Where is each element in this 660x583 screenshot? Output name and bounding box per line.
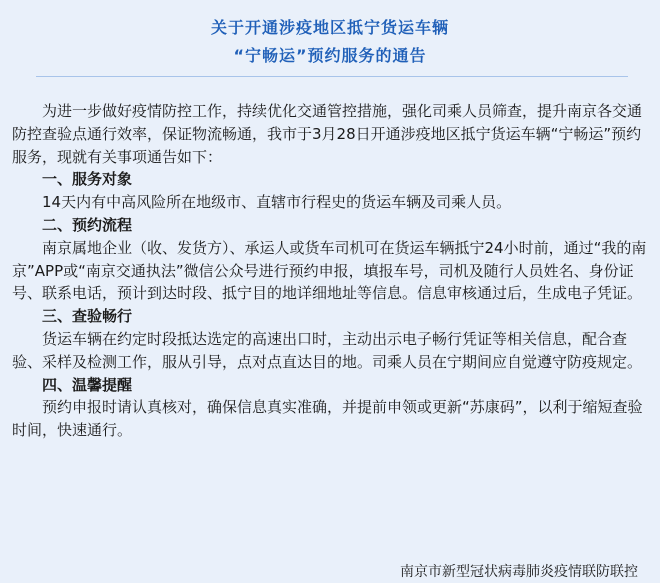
notice-body xyxy=(12,100,648,442)
notice-header xyxy=(0,0,660,70)
section-text-booking-process: 南京属地企业（收、发货方）、承运人或货车司机可在货运车辆抵宁24小时前，通过“我的南京”APP或“南京交通执法”微信公众号进行预约申报，填报车号，司机及随行人员姓名、身份证号、联系电话，预计到达时段、抵宁目的地详细地址等信息。信息审核通过后，生成电子凭证。 xyxy=(12,238,647,303)
title-divider xyxy=(36,76,628,77)
section-heading-reminder: 四、温馨提醒 xyxy=(42,375,133,394)
notice-title-line-1: 关于开通涉疫地区抵宁货运车辆 xyxy=(210,18,449,37)
intro-paragraph: 为进一步做好疫情防控工作，持续优化交通管控措施，强化司乘人员筛查，提升南京各交通防控查验点通行效率，保证物流畅通，我市于3月28日开通涉疫地区抵宁货运车辆“宁畅运”预约服务，现就有关事项通告如下： xyxy=(12,102,643,166)
section-text-inspection: 货运车辆在约定时段抵达选定的高速出口时，主动出示电子畅行凭证等相关信息，配合查验、采样及检测工作，服从引导，点对点直达目的地。司乘人员在宁期间应自觉遵守防疫规定。 xyxy=(12,329,643,371)
section-heading-service-target: 一、服务对象 xyxy=(42,170,133,189)
notice-title-line-2: “宁畅运”预约服务的通告 xyxy=(233,46,427,65)
section-heading-inspection: 三、查验畅行 xyxy=(42,307,133,326)
section-text-service-target: 14天内有中高风险所在地级市、直辖市行程史的货运车辆及司乘人员。 xyxy=(42,193,512,212)
issuer-signature: 南京市新型冠状病毒肺炎疫情联防联控 xyxy=(400,564,638,580)
section-heading-booking-process: 二、预约流程 xyxy=(42,215,133,234)
section-text-reminder: 预约申报时请认真核对，确保信息真实准确，并提前申领或更新“苏康码”，以利于缩短查验时间，快速通行。 xyxy=(12,398,643,440)
